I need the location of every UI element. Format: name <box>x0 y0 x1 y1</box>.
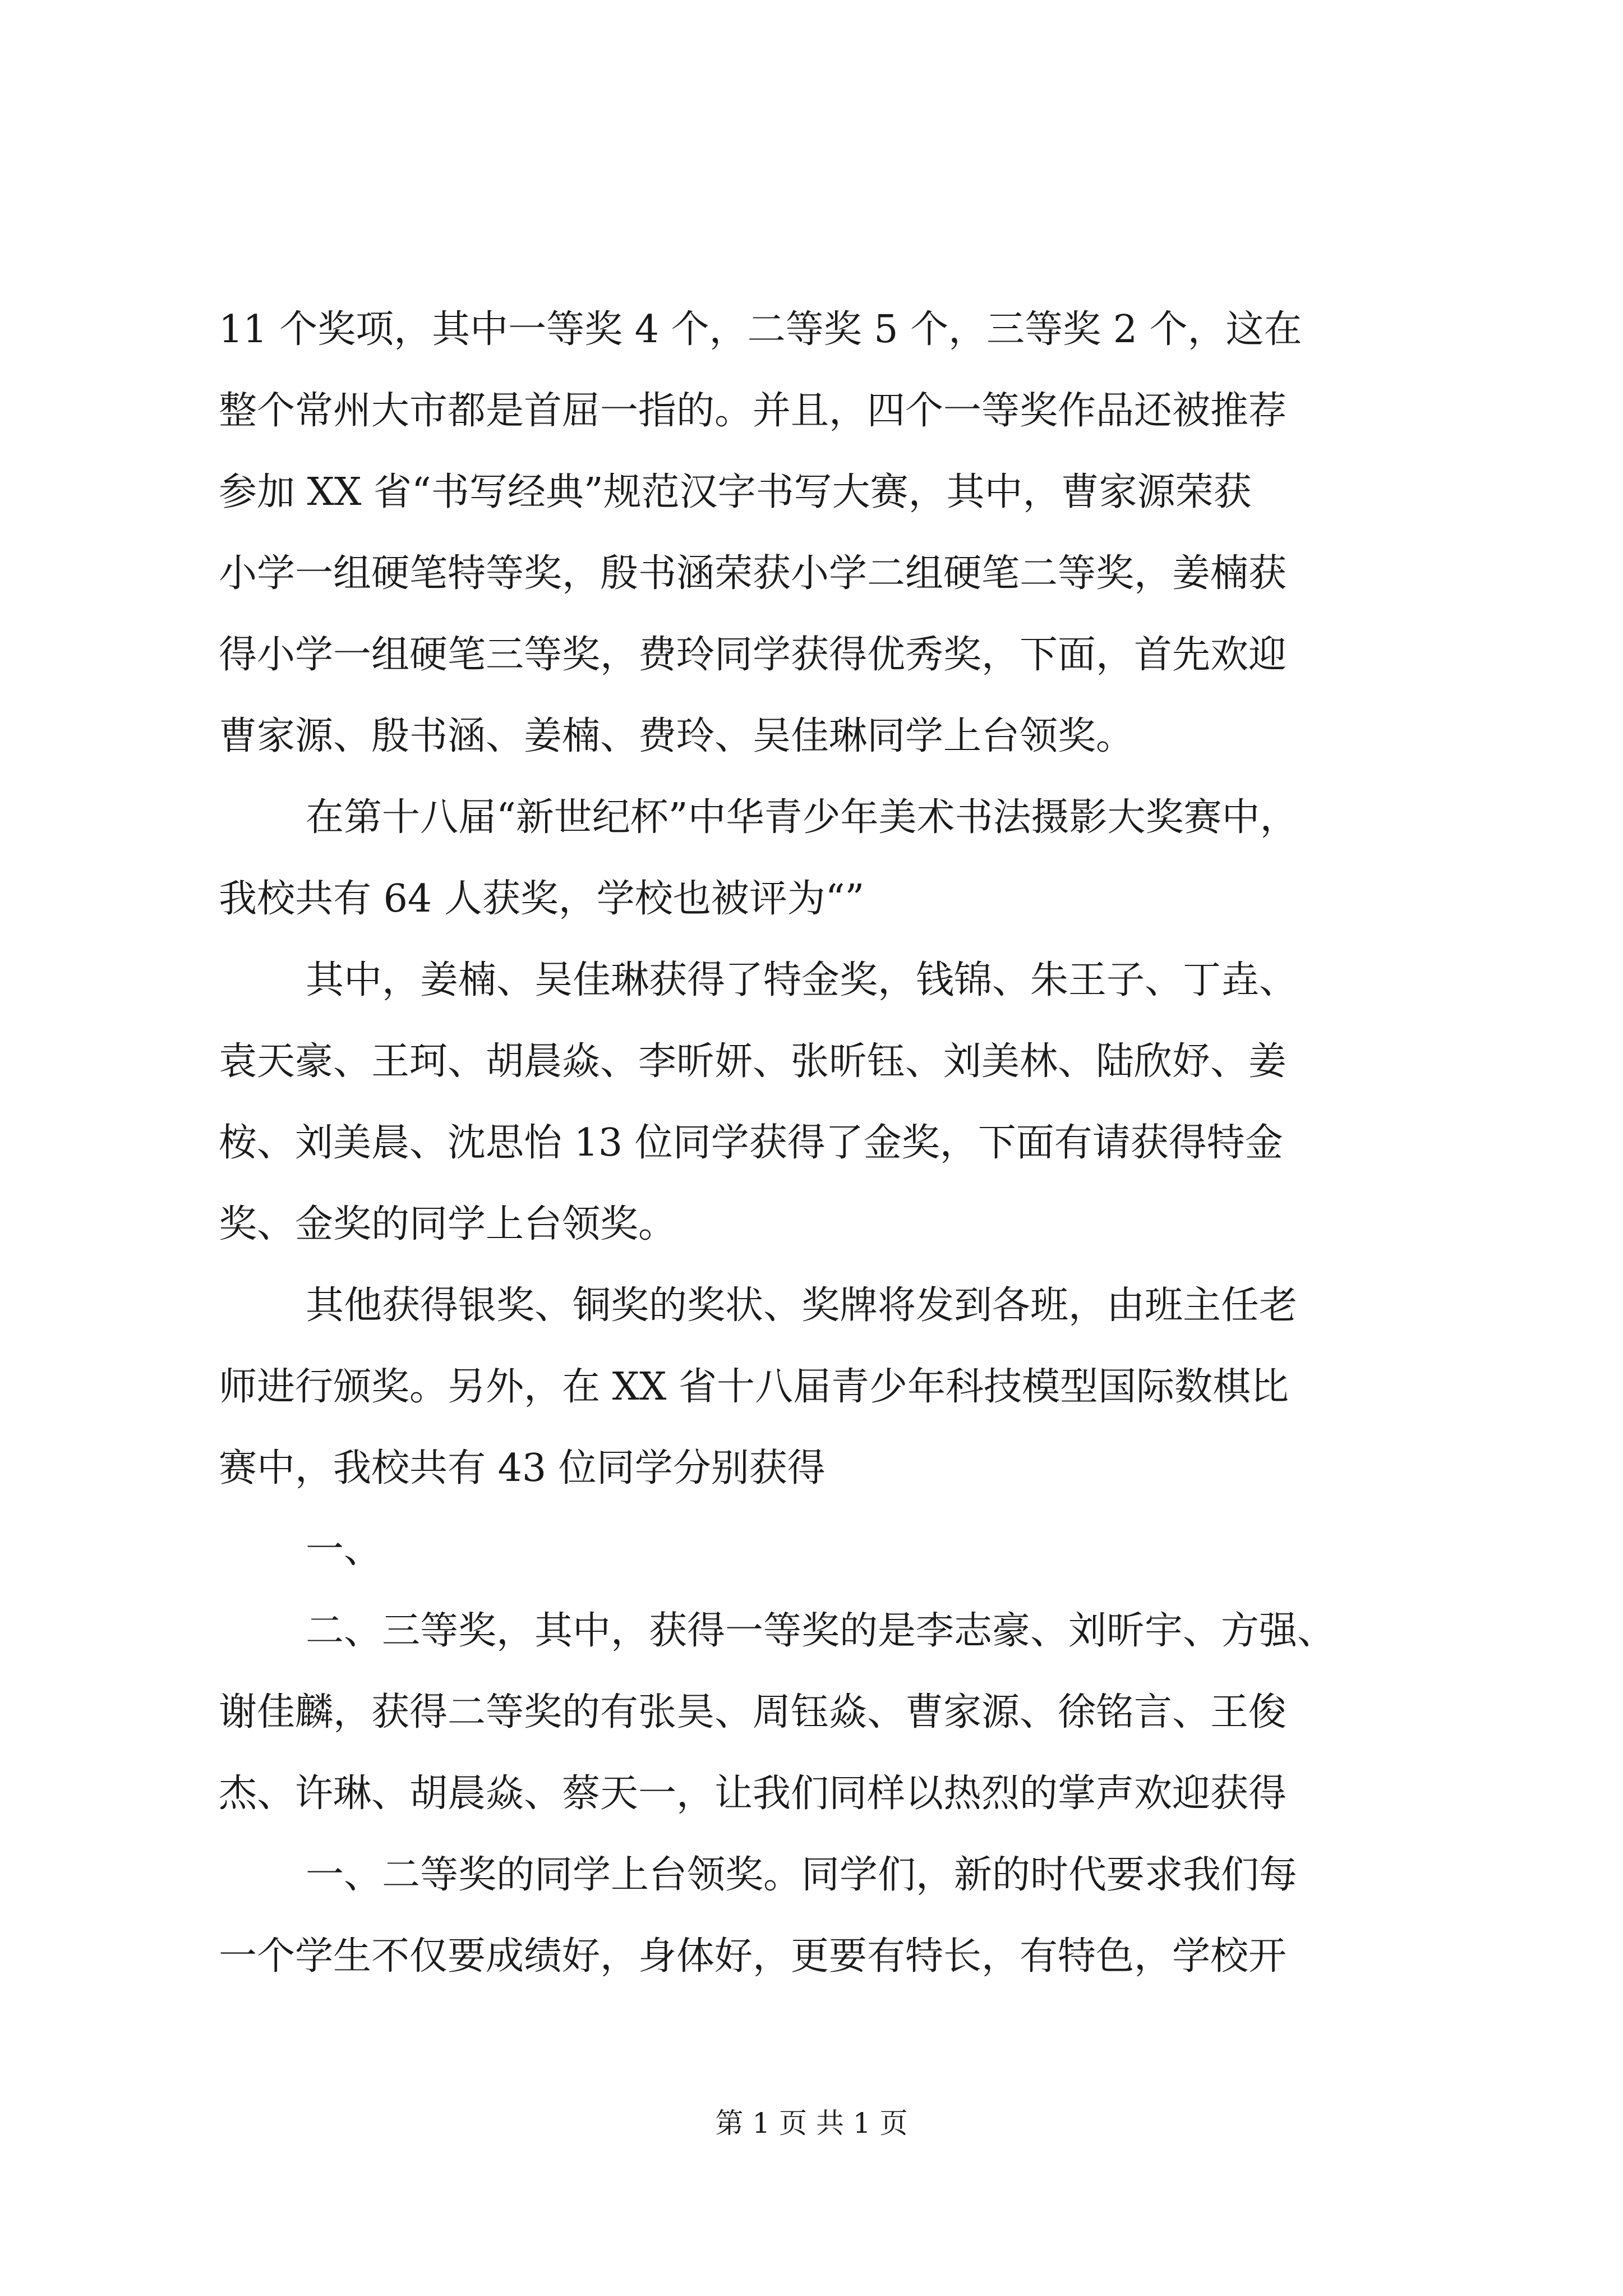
text-line: 我校共有 64 人获奖，学校也被评为“” <box>219 877 865 921</box>
text-line: 杰、许琳、胡晨焱、蔡天一，让我们同样以热烈的掌声欢迎获得 <box>219 1772 1287 1816</box>
paragraph-first-line: 其中，姜楠、吴佳琳获得了特金奖，钱锦、朱王子、丁垚、 <box>306 958 1298 1002</box>
paragraph-first-line: 在第十八届“新世纪杯”中华青少年美术书法摄影大奖赛中， <box>306 795 1298 840</box>
paragraph-first-line: 二、三等奖，其中，获得一等奖的是李志豪、刘昕宇、方强、 <box>306 1609 1336 1653</box>
paragraph-first-line: 一、二等奖的同学上台领奖。同学们，新的时代要求我们每 <box>306 1853 1298 1897</box>
text-line: 小学一组硬笔特等奖，殷书涵荣获小学二组硬笔二等奖，姜楠获 <box>219 551 1287 596</box>
paragraph-first-line: 其他获得银奖、铜奖的奖状、奖牌将发到各班，由班主任老 <box>306 1283 1298 1328</box>
text-line: 赛中，我校共有 43 位同学分别获得 <box>219 1446 826 1490</box>
body-text <box>219 307 1413 2016</box>
text-line: 参加 XX 省“书写经典”规范汉字书写大赛，其中，曹家源荣获 <box>219 470 1252 514</box>
page-footer: 第 1 页 共 1 页 <box>715 2107 908 2139</box>
text-line: 奖、金奖的同学上台领奖。 <box>219 1202 677 1246</box>
text-line: 得小学一组硬笔三等奖，费玲同学获得优秀奖，下面，首先欢迎 <box>219 633 1287 677</box>
text-line: 袁天豪、王珂、胡晨焱、李昕妍、张昕钰、刘美林、陆欣妤、姜 <box>219 1039 1287 1084</box>
text-line: 11 个奖项，其中一等奖 4 个，二等奖 5 个，三等奖 2 个，这在 <box>219 307 1302 352</box>
text-line: 曹家源、殷书涵、姜楠、费玲、吴佳琳同学上台领奖。 <box>219 714 1135 758</box>
text-line: 谢佳麟，获得二等奖的有张昊、周钰焱、曹家源、徐铭言、王俊 <box>219 1690 1287 1734</box>
text-line: 整个常州大市都是首屈一指的。并且，四个一等奖作品还被推荐 <box>219 389 1287 433</box>
text-line: 桉、刘美晨、沈思怡 13 位同学获得了金奖，下面有请获得特金 <box>219 1121 1283 1165</box>
text-line: 一个学生不仅要成绩好，身体好，更要有特长，有特色，学校开 <box>219 1934 1287 1978</box>
text-line: 师进行颁奖。另外，在 XX 省十八届青少年科技模型国际数棋比 <box>219 1365 1289 1409</box>
paragraph-first-line: 一、 <box>306 1527 382 1572</box>
